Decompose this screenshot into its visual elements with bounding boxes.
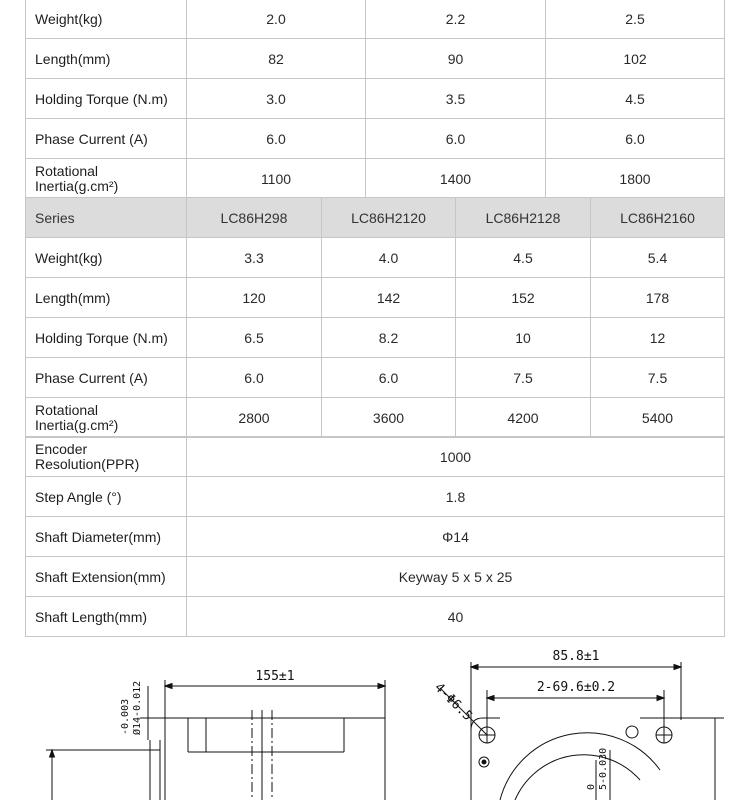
table-row xyxy=(26,278,725,318)
cell: 40 xyxy=(187,597,725,637)
cell: 6.0 xyxy=(187,358,322,398)
row-label: Length(mm) xyxy=(26,39,187,79)
label-line: Resolution(PPR) xyxy=(35,455,140,472)
cell: 142 xyxy=(322,278,456,318)
cell: Keyway 5 x 5 x 25 xyxy=(187,557,725,597)
cell: 2.5 xyxy=(546,0,725,39)
cell: 12 xyxy=(591,318,725,358)
cell: 2.2 xyxy=(366,0,546,39)
table-row xyxy=(26,119,725,159)
row-label: Weight(kg) xyxy=(26,238,187,278)
cell: 3600 xyxy=(322,398,456,438)
table-row xyxy=(26,358,725,398)
row-label: Shaft Diameter(mm) xyxy=(26,517,187,557)
cell: 6.0 xyxy=(546,119,725,159)
cell: 90 xyxy=(366,39,546,79)
row-label: Shaft Length(mm) xyxy=(26,597,187,637)
label-line: Rotational xyxy=(35,162,99,179)
cell: 5.4 xyxy=(591,238,725,278)
row-label: Phase Current (A) xyxy=(26,119,187,159)
motor-dimension-drawing xyxy=(0,640,750,800)
row-label: Length(mm) xyxy=(26,278,187,318)
shaft-tolerance-upper: -0.003 xyxy=(120,698,131,735)
row-label xyxy=(26,437,187,477)
cell: 6.0 xyxy=(366,119,546,159)
cell: 3.3 xyxy=(187,238,322,278)
row-label: Holding Torque (N.m) xyxy=(26,79,187,119)
table-row xyxy=(26,79,725,119)
cell: 5400 xyxy=(591,398,725,438)
cell: 2.0 xyxy=(187,0,366,39)
row-label xyxy=(26,159,187,199)
cell: 120 xyxy=(187,278,322,318)
cell: 6.0 xyxy=(187,119,366,159)
flange-dimension: 85.8±1 xyxy=(552,649,600,664)
series-label: Series xyxy=(26,198,187,238)
series-model: LC86H2120 xyxy=(322,198,456,238)
table-row xyxy=(26,0,725,39)
hole-callout: 4-Φ6.5 xyxy=(431,680,475,725)
shaft-tolerance: Ø14-0.012 xyxy=(132,680,143,735)
table-row xyxy=(26,557,725,597)
cell: 1000 xyxy=(187,437,725,477)
cell: 4.5 xyxy=(456,238,591,278)
hole-spacing-dimension: 2-69.6±0.2 xyxy=(536,680,616,695)
label-line: Inertia(g.cm²) xyxy=(35,177,119,194)
series-model: LC86H298 xyxy=(187,198,322,238)
cell: 4200 xyxy=(456,398,591,438)
cell: 1800 xyxy=(546,159,725,199)
row-label: Step Angle (°) xyxy=(26,477,187,517)
label-line: Encoder xyxy=(35,440,88,457)
series-model: LC86H2160 xyxy=(591,198,725,238)
table-row xyxy=(26,597,725,637)
spec-table-common xyxy=(25,436,724,637)
table-row xyxy=(26,477,725,517)
row-label: Holding Torque (N.m) xyxy=(26,318,187,358)
cell: Φ14 xyxy=(187,517,725,557)
cell: 4.0 xyxy=(322,238,456,278)
cell: 3.5 xyxy=(366,79,546,119)
cell: 4.5 xyxy=(546,79,725,119)
cell: 7.5 xyxy=(456,358,591,398)
key-tolerance: 5-0.030 xyxy=(598,747,609,790)
series-model: LC86H2128 xyxy=(456,198,591,238)
table-row xyxy=(26,238,725,278)
spec-table-series xyxy=(25,197,724,438)
cell: 82 xyxy=(187,39,366,79)
cell: 3.0 xyxy=(187,79,366,119)
cell: 1100 xyxy=(187,159,366,199)
label-line: Inertia(g.cm²) xyxy=(35,416,119,433)
cell: 7.5 xyxy=(591,358,725,398)
length-dimension: 155±1 xyxy=(255,669,295,684)
table-row xyxy=(26,39,725,79)
table-row xyxy=(26,398,725,438)
table-row xyxy=(26,517,725,557)
row-label: Shaft Extension(mm) xyxy=(26,557,187,597)
cell: 1400 xyxy=(366,159,546,199)
cell: 10 xyxy=(456,318,591,358)
cell: 178 xyxy=(591,278,725,318)
row-label: Weight(kg) xyxy=(26,0,187,39)
table-row xyxy=(26,159,725,199)
spec-table-top xyxy=(25,0,724,199)
cell: 1.8 xyxy=(187,477,725,517)
cell: 102 xyxy=(546,39,725,79)
cell: 8.2 xyxy=(322,318,456,358)
table-row xyxy=(26,437,725,477)
key-tolerance-upper: 0 xyxy=(586,783,597,790)
table-header-row xyxy=(26,198,725,238)
label-line: Rotational xyxy=(35,401,99,418)
cell: 2800 xyxy=(187,398,322,438)
cell: 6.0 xyxy=(322,358,456,398)
row-label xyxy=(26,398,187,438)
cell: 152 xyxy=(456,278,591,318)
cell: 6.5 xyxy=(187,318,322,358)
row-label: Phase Current (A) xyxy=(26,358,187,398)
table-row xyxy=(26,318,725,358)
